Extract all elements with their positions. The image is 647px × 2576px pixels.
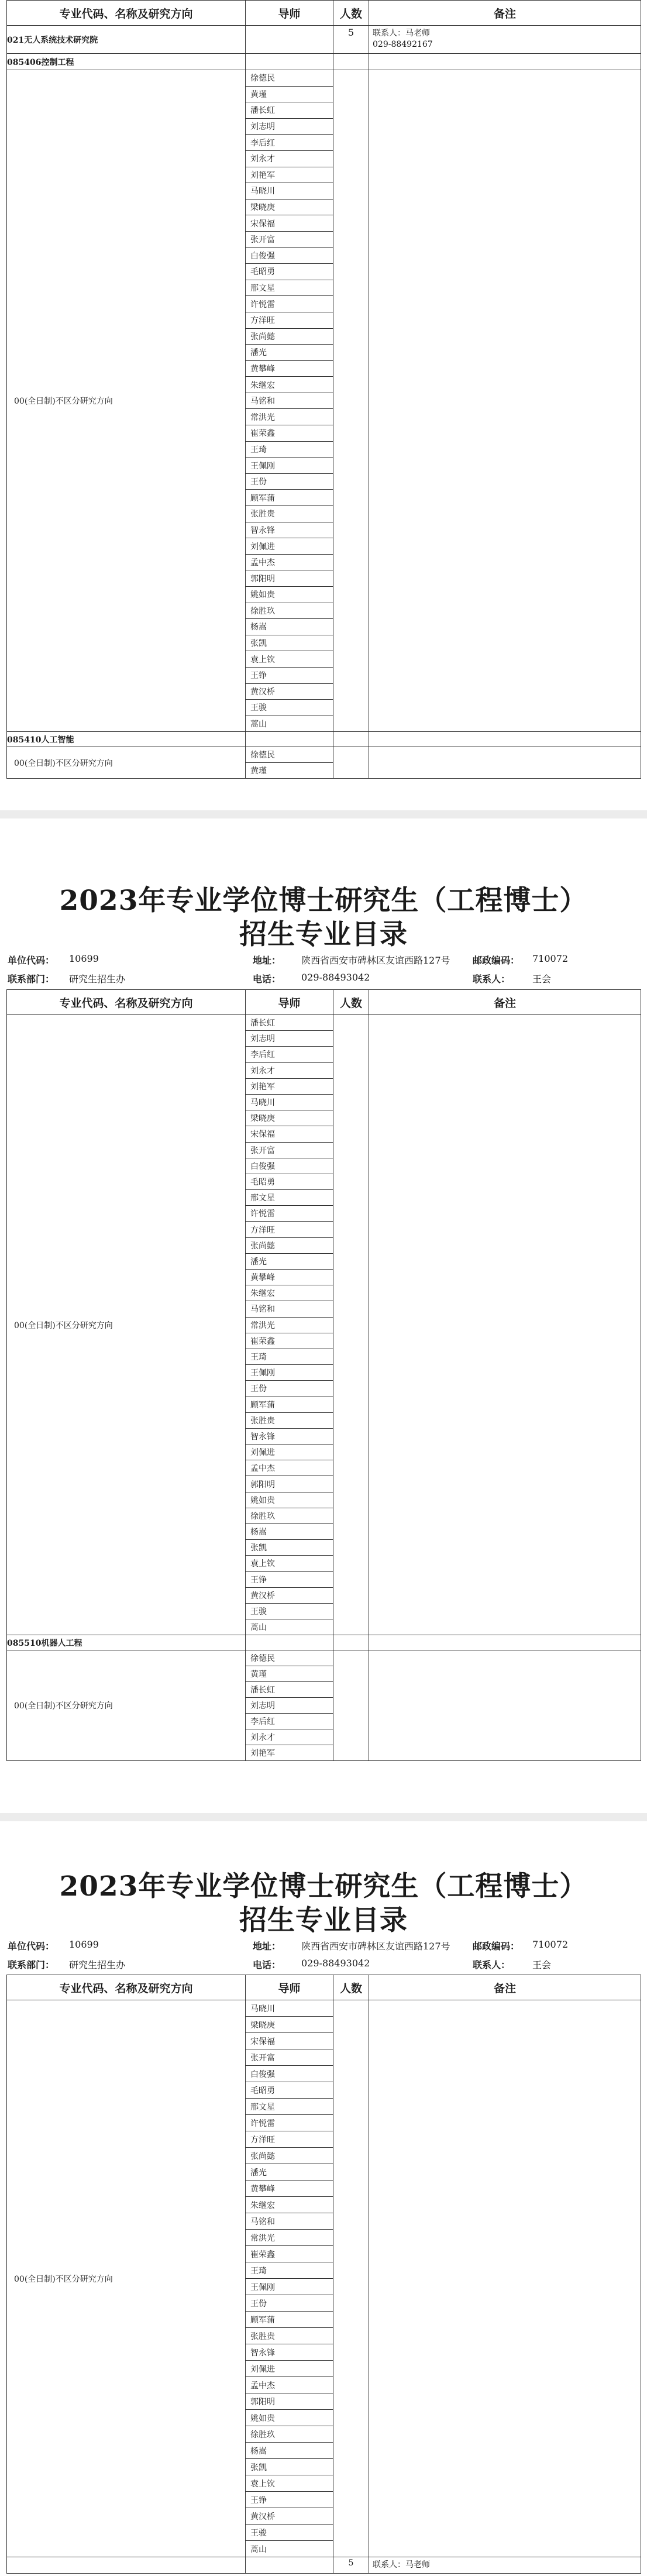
tutor-name: 潘光 xyxy=(246,2164,333,2181)
header-info-row1: 单位代码： 10699 地址： 陕西省西安市碑林区友谊西路127号 邮政编码： 710072 xyxy=(8,1939,569,1952)
tutor-name: 潘光 xyxy=(246,345,333,361)
tutor-name: 杨嵩 xyxy=(246,1524,333,1540)
tutor-name: 郭阳明 xyxy=(246,570,333,587)
tutor-name: 梁晓庚 xyxy=(246,2017,333,2033)
col-header-tutor: 导师 xyxy=(246,990,333,1015)
tutor-name: 潘长虹 xyxy=(246,1015,333,1031)
tutor-name: 方洋旺 xyxy=(246,312,333,328)
tutor-name: 顾军蒲 xyxy=(246,2312,333,2328)
catalog-table-1 xyxy=(6,0,641,779)
tutor-name: 姚如贵 xyxy=(246,587,333,603)
tutor-name: 王铮 xyxy=(246,667,333,683)
tutor-name: 孟中杰 xyxy=(246,554,333,570)
tutor-name: 马晓川 xyxy=(246,1094,333,1110)
col-header-note: 备注 xyxy=(369,1,641,26)
tutor-name: 许悦雷 xyxy=(246,296,333,312)
tutor-name: 黄攀峰 xyxy=(246,1270,333,1285)
tutor-name: 蒿山 xyxy=(246,2541,333,2557)
tutor-name: 朱继宏 xyxy=(246,377,333,393)
tutor-name: 刘永才 xyxy=(246,1062,333,1078)
col-header-note: 备注 xyxy=(369,1975,641,2000)
tutor-name: 张凯 xyxy=(246,2459,333,2475)
address: 陕西省西安市碑林区友谊西路127号 xyxy=(301,1941,450,1952)
tutor-name: 智永锋 xyxy=(246,1428,333,1444)
tutor-name: 杨嵩 xyxy=(246,2443,333,2459)
unit-code: 10699 xyxy=(69,953,99,964)
tutor-name: 宋保福 xyxy=(246,215,333,232)
tutor-name: 王骏 xyxy=(246,1603,333,1619)
tutor-row xyxy=(7,747,641,763)
tutor-name: 邢文星 xyxy=(246,2099,333,2115)
major-name: 085410人工智能 xyxy=(7,732,246,747)
header-info-row2: 联系部门： 研究生招生办 电话： 029-88493042 联系人： 王会 xyxy=(8,972,552,985)
enrollment-count: 5 xyxy=(333,26,369,54)
tutor-row xyxy=(7,1015,641,1031)
col-header-count: 人数 xyxy=(333,990,369,1015)
tutor-name: 张开富 xyxy=(246,2049,333,2066)
tutor-name: 毛昭勇 xyxy=(246,2082,333,2099)
tutor-name: 顾军蒲 xyxy=(246,490,333,506)
research-direction: 00(全日制)不区分研究方向 xyxy=(7,1650,246,1761)
catalog-table-3 xyxy=(6,1975,641,2574)
tutor-name: 潘长虹 xyxy=(246,102,333,119)
tutor-name: 崔荣鑫 xyxy=(246,425,333,442)
tutor-name: 郭阳明 xyxy=(246,2393,333,2410)
header-info-row1: 单位代码： 10699 地址： 陕西省西安市碑林区友谊西路127号 邮政编码： 710072 xyxy=(8,953,569,966)
tutor-name: 马铭和 xyxy=(246,2213,333,2230)
tutor-name: 姚如贵 xyxy=(246,1492,333,1508)
tutor-name: 徐胜玖 xyxy=(246,1508,333,1523)
tutor-name: 张胜贵 xyxy=(246,2328,333,2344)
tutor-name: 李后红 xyxy=(246,135,333,151)
tutor-name: 张尚懿 xyxy=(246,328,333,345)
college-name: 021无人系统技术研究院 xyxy=(7,26,246,54)
col-header-count: 人数 xyxy=(333,1,369,26)
tutor-name: 王琦 xyxy=(246,441,333,458)
tutor-name: 杨嵩 xyxy=(246,619,333,635)
research-direction: 00(全日制)不区分研究方向 xyxy=(7,1015,246,1635)
tutor-name: 蒿山 xyxy=(246,716,333,732)
col-header-major: 专业代码、名称及研究方向 xyxy=(7,1975,246,2000)
tutor-name: 顾军蒲 xyxy=(246,1397,333,1412)
tutor-name: 邢文星 xyxy=(246,280,333,296)
tutor-name: 白俊强 xyxy=(246,1158,333,1174)
tutor-name: 方洋旺 xyxy=(246,2131,333,2148)
tutor-name: 徐德民 xyxy=(246,747,333,763)
tutor-row xyxy=(7,70,641,87)
tutor-name: 刘志明 xyxy=(246,1698,333,1714)
tutor-name: 张尚懿 xyxy=(246,2148,333,2164)
tutor-row xyxy=(7,2000,641,2017)
tutor-name: 孟中杰 xyxy=(246,1460,333,1476)
tutor-name: 王骏 xyxy=(246,700,333,716)
tutor-name: 徐德民 xyxy=(246,70,333,87)
tutor-name: 袁上钦 xyxy=(246,2475,333,2492)
tutor-name: 黄攀峰 xyxy=(246,360,333,377)
tutor-name: 刘永才 xyxy=(246,1729,333,1745)
address: 陕西省西安市碑林区友谊西路127号 xyxy=(301,955,450,966)
tutor-name: 张胜贵 xyxy=(246,1412,333,1428)
tutor-name: 刘艳军 xyxy=(246,1078,333,1094)
tutor-name: 王份 xyxy=(246,473,333,490)
unit-code: 10699 xyxy=(69,1939,99,1950)
tutor-name: 王份 xyxy=(246,1381,333,1397)
tutor-name: 姚如贵 xyxy=(246,2410,333,2426)
research-direction: 00(全日制)不区分研究方向 xyxy=(7,70,246,732)
tutor-name: 袁上钦 xyxy=(246,1556,333,1571)
note-contact: 联系人：马老师 xyxy=(369,2557,641,2574)
tutor-name: 常洪光 xyxy=(246,1317,333,1333)
enrollment-count: 5 xyxy=(333,2557,369,2574)
tutor-name: 智永锋 xyxy=(246,522,333,538)
tutor-name: 毛昭勇 xyxy=(246,1174,333,1189)
tutor-name: 王佩刚 xyxy=(246,458,333,474)
doc-title-line2: 招生专业目录 xyxy=(239,1904,408,1937)
tutor-name: 马铭和 xyxy=(246,1301,333,1317)
tutor-name: 黄瑾 xyxy=(246,86,333,102)
note-contact: 联系人：马老师 xyxy=(373,29,430,38)
tutor-name: 孟中杰 xyxy=(246,2377,333,2393)
tutor-name: 邢文星 xyxy=(246,1190,333,1206)
major-name: 085406控制工程 xyxy=(7,54,246,70)
tutor-name: 刘艳军 xyxy=(246,167,333,183)
tutor-name: 刘佩进 xyxy=(246,538,333,555)
tutor-name: 刘艳军 xyxy=(246,1745,333,1761)
tutor-name: 朱继宏 xyxy=(246,1285,333,1301)
tutor-name: 刘志明 xyxy=(246,1031,333,1047)
catalog-page-2 xyxy=(0,818,647,1813)
tutor-name: 李后红 xyxy=(246,1714,333,1729)
col-header-tutor: 导师 xyxy=(246,1,333,26)
tutor-name: 王铮 xyxy=(246,1571,333,1587)
tutor-name: 智永锋 xyxy=(246,2344,333,2361)
tutor-name: 黄瑾 xyxy=(246,1666,333,1682)
tutor-name: 潘光 xyxy=(246,1253,333,1269)
tutor-name: 张胜贵 xyxy=(246,506,333,522)
tutor-name: 崔荣鑫 xyxy=(246,1333,333,1349)
tutor-name: 许悦雷 xyxy=(246,1206,333,1222)
tutor-name: 郭阳明 xyxy=(246,1476,333,1492)
tutor-name: 张凯 xyxy=(246,1540,333,1556)
contact-person: 王会 xyxy=(532,1959,552,1970)
major-name: 085510机器人工程 xyxy=(7,1635,246,1650)
tutor-name: 王铮 xyxy=(246,2492,333,2508)
tutor-name: 张尚懿 xyxy=(246,1237,333,1253)
tutor-name: 黄攀峰 xyxy=(246,2181,333,2197)
tutor-name: 黄瑾 xyxy=(246,763,333,779)
tutor-name: 梁晓庚 xyxy=(246,199,333,215)
tutor-name: 梁晓庚 xyxy=(246,1110,333,1126)
postcode: 710072 xyxy=(532,953,569,964)
tutor-name: 王琦 xyxy=(246,1349,333,1364)
phone: 029-88493042 xyxy=(301,1958,370,1969)
doc-title-line1: 2023年专业学位博士研究生（工程博士） xyxy=(59,1870,588,1903)
col-header-major: 专业代码、名称及研究方向 xyxy=(7,1,246,26)
tutor-name: 马铭和 xyxy=(246,393,333,409)
tutor-name: 张开富 xyxy=(246,231,333,247)
tutor-name: 朱继宏 xyxy=(246,2197,333,2213)
catalog-table-2 xyxy=(6,989,641,1761)
next-college-row xyxy=(7,2557,641,2574)
note-cell xyxy=(369,26,641,54)
tutor-name: 刘志明 xyxy=(246,118,333,135)
doc-title-line2: 招生专业目录 xyxy=(239,919,408,951)
header-info-row2: 联系部门： 研究生招生办 电话： 029-88493042 联系人： 王会 xyxy=(8,1958,552,1970)
catalog-page-1 xyxy=(0,0,647,810)
tutor-name: 王琦 xyxy=(246,2262,333,2279)
tutor-name: 崔荣鑫 xyxy=(246,2246,333,2262)
tutor-name: 袁上钦 xyxy=(246,651,333,668)
tutor-name: 黄汉桥 xyxy=(246,2508,333,2525)
contact-person: 王会 xyxy=(532,974,552,985)
research-direction: 00(全日制)不区分研究方向 xyxy=(7,747,246,779)
doc-title-line1: 2023年专业学位博士研究生（工程博士） xyxy=(59,885,588,917)
tutor-name: 刘永才 xyxy=(246,150,333,167)
tutor-name: 宋保福 xyxy=(246,1126,333,1142)
tutor-name: 王骏 xyxy=(246,2525,333,2541)
tutor-name: 徐胜玖 xyxy=(246,603,333,619)
phone: 029-88493042 xyxy=(301,972,370,983)
tutor-name: 李后红 xyxy=(246,1047,333,1062)
tutor-name: 王佩刚 xyxy=(246,1365,333,1381)
col-header-note: 备注 xyxy=(369,990,641,1015)
note-phone: 029-88492167 xyxy=(373,40,433,49)
tutor-name: 方洋旺 xyxy=(246,1222,333,1237)
tutor-name: 常洪光 xyxy=(246,409,333,425)
tutor-name: 白俊强 xyxy=(246,247,333,264)
tutor-name: 徐德民 xyxy=(246,1650,333,1666)
tutor-name: 王份 xyxy=(246,2295,333,2312)
tutor-name: 刘佩进 xyxy=(246,2361,333,2377)
research-direction: 00(全日制)不区分研究方向 xyxy=(7,2000,246,2557)
contact-dept: 研究生招生办 xyxy=(69,974,126,985)
col-header-tutor: 导师 xyxy=(246,1975,333,2000)
tutor-name: 张凯 xyxy=(246,635,333,651)
col-header-major: 专业代码、名称及研究方向 xyxy=(7,990,246,1015)
col-header-count: 人数 xyxy=(333,1975,369,2000)
tutor-name: 黄汉桥 xyxy=(246,1587,333,1603)
postcode: 710072 xyxy=(532,1939,569,1950)
tutor-name: 马晓川 xyxy=(246,2000,333,2017)
catalog-page-3 xyxy=(0,1821,647,2576)
tutor-name: 白俊强 xyxy=(246,2066,333,2082)
tutor-row xyxy=(7,1650,641,1666)
tutor-name: 潘长虹 xyxy=(246,1682,333,1698)
tutor-name: 常洪光 xyxy=(246,2230,333,2246)
tutor-name: 蒿山 xyxy=(246,1619,333,1635)
tutor-name: 宋保福 xyxy=(246,2033,333,2049)
contact-dept: 研究生招生办 xyxy=(69,1959,126,1970)
tutor-name: 黄汉桥 xyxy=(246,683,333,700)
tutor-name: 刘佩进 xyxy=(246,1445,333,1460)
tutor-name: 徐胜玖 xyxy=(246,2426,333,2443)
tutor-name: 马晓川 xyxy=(246,183,333,200)
tutor-name: 张开富 xyxy=(246,1142,333,1158)
tutor-name: 毛昭勇 xyxy=(246,264,333,280)
tutor-name: 王佩刚 xyxy=(246,2279,333,2295)
tutor-name: 许悦雷 xyxy=(246,2115,333,2131)
